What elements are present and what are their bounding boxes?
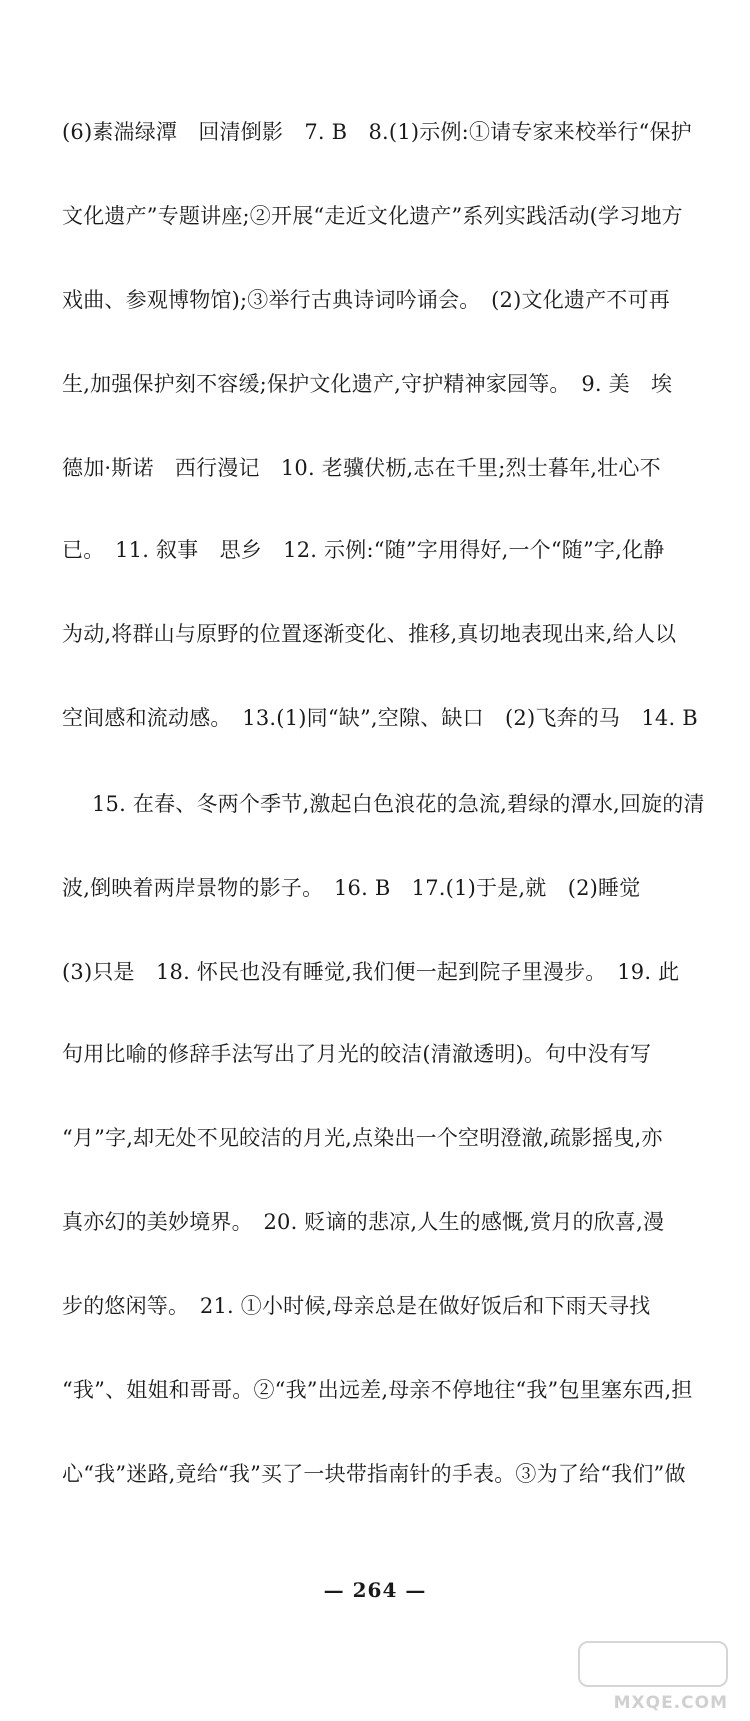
answer-line-11: (3)只是 18. 怀民也没有睡觉,我们便一起到院子里漫步。 19. 此 (62, 960, 680, 984)
answer-line-13: “月”字,却无处不见皎洁的月光,点染出一个空明澄澈,疏影摇曳,亦 (62, 1126, 663, 1150)
answer-line-16: “我”、姐姐和哥哥。②“我”出远差,母亲不停地往“我”包里塞东西,担 (62, 1378, 693, 1402)
answer-line-7: 为动,将群山与原野的位置逐渐变化、推移,真切地表现出来,给人以 (62, 622, 677, 646)
answer-line-9: 15. 在春、冬两个季节,激起白色浪花的急流,碧绿的潭水,回旋的清 (92, 792, 705, 816)
answer-line-6: 已。 11. 叙事 思乡 12. 示例:“随”字用得好,一个“随”字,化静 (62, 538, 665, 562)
answer-line-15: 步的悠闲等。 21. ①小时候,母亲总是在做好饭后和下雨天寻找 (62, 1294, 651, 1318)
watermark-badge-icon (578, 1641, 728, 1687)
answer-line-14: 真亦幻的美妙境界。 20. 贬谪的悲凉,人生的感慨,赏月的欣喜,漫 (62, 1210, 665, 1234)
answer-line-8: 空间感和流动感。 13.(1)同“缺”,空隙、缺口 (2)飞奔的马 14. B (62, 706, 698, 730)
watermark-text: MXQE.COM (613, 1693, 728, 1713)
answer-line-10: 波,倒映着两岸景物的影子。 16. B 17.(1)于是,就 (2)睡觉 (62, 876, 641, 900)
page-number: — 264 — (323, 1578, 427, 1602)
answer-line-3: 戏曲、参观博物馆);③举行古典诗词吟诵会。 (2)文化遗产不可再 (62, 288, 670, 312)
answer-line-2: 文化遗产”专题讲座;②开展“走近文化遗产”系列实践活动(学习地方 (62, 204, 683, 228)
answer-line-5: 德加·斯诺 西行漫记 10. 老骥伏枥,志在千里;烈士暮年,壮心不 (62, 456, 661, 480)
watermark-logo (578, 1641, 728, 1713)
answer-line-4: 生,加强保护刻不容缓;保护文化遗产,守护精神家园等。 9. 美 埃 (62, 372, 673, 396)
answer-line-17: 心“我”迷路,竟给“我”买了一块带指南针的手表。③为了给“我们”做 (62, 1462, 686, 1486)
answer-line-12: 句用比喻的修辞手法写出了月光的皎洁(清澈透明)。句中没有写 (62, 1042, 652, 1066)
answer-line-1: (6)素湍绿潭 回清倒影 7. B 8.(1)示例:①请专家来校举行“保护 (62, 120, 692, 144)
